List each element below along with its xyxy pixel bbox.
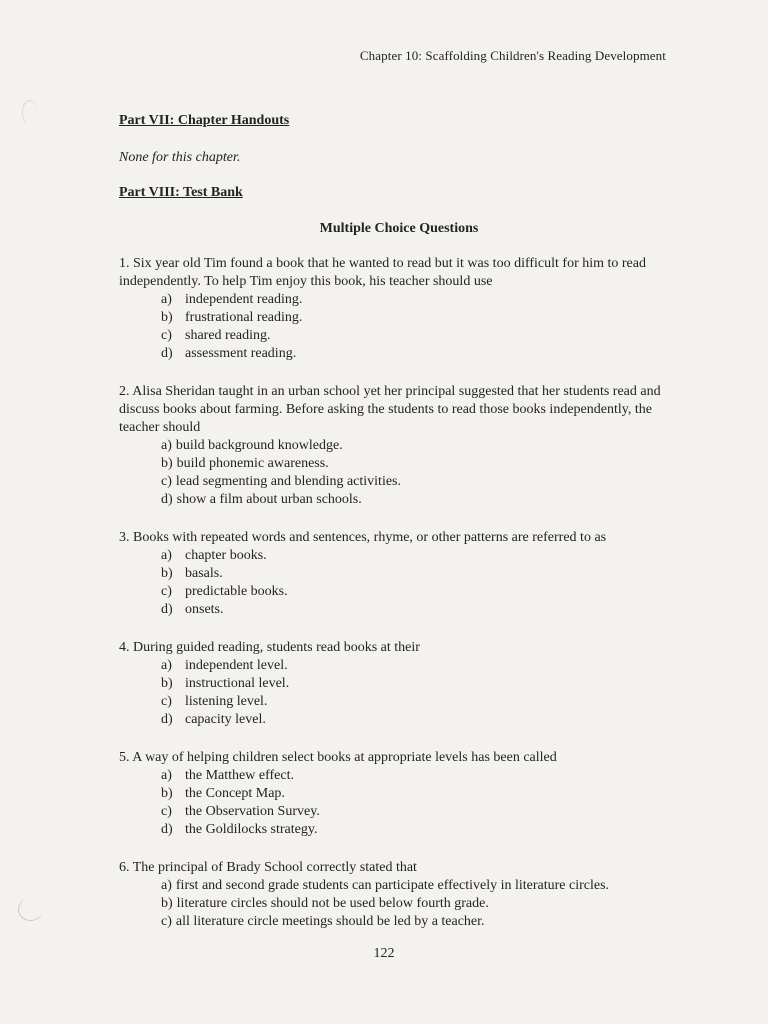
option-text: assessment reading. — [185, 346, 297, 361]
option-text: literature circles should not be used below fourth grade. — [176, 896, 489, 911]
question-stem: 4. During guided reading, students read books at their — [119, 640, 420, 655]
question-6 — [119, 859, 679, 931]
option-list — [119, 657, 679, 729]
option-text: independent reading. — [185, 292, 303, 307]
question-3 — [119, 529, 679, 619]
option-letter: a) — [161, 438, 172, 453]
option-text: build background knowledge. — [175, 438, 343, 453]
page-number: 122 — [373, 946, 395, 961]
option-letter: a) — [161, 768, 172, 783]
option-item — [161, 473, 679, 491]
option-letter: b) — [161, 676, 173, 691]
option-item — [161, 803, 679, 821]
option-item — [161, 785, 679, 803]
option-text: the Goldilocks strategy. — [185, 822, 318, 837]
question-stem: 3. Books with repeated words and sentences, rhyme, or other patterns are referred to as — [119, 530, 607, 545]
option-item — [161, 913, 679, 931]
option-letter: d) — [161, 602, 173, 617]
option-text: capacity level. — [185, 712, 266, 727]
option-text: independent level. — [185, 658, 288, 673]
option-item — [161, 675, 679, 693]
option-item — [161, 711, 679, 729]
question-stem: 5. A way of helping children select books at appropriate levels has been called — [119, 750, 557, 765]
option-item — [161, 693, 679, 711]
mc-heading: Multiple Choice Questions — [319, 221, 479, 236]
option-letter: c) — [161, 694, 172, 709]
option-item — [161, 455, 679, 473]
option-item — [161, 583, 679, 601]
option-text: basals. — [185, 566, 223, 581]
option-letter: b) — [161, 456, 173, 471]
question-5 — [119, 749, 679, 839]
option-letter: d) — [161, 492, 173, 507]
question-4 — [119, 639, 679, 729]
option-item — [161, 821, 679, 839]
option-item — [161, 547, 679, 565]
option-letter: a) — [161, 878, 172, 893]
option-letter: c) — [161, 914, 172, 929]
option-letter: c) — [161, 804, 172, 819]
option-letter: d) — [161, 346, 173, 361]
option-text: all literature circle meetings should be led by a teacher. — [175, 914, 485, 929]
question-2 — [119, 383, 679, 509]
option-text: first and second grade students can participate effectively in literature circles. — [175, 878, 610, 893]
option-letter: b) — [161, 896, 173, 911]
option-text: onsets. — [185, 602, 224, 617]
option-letter: c) — [161, 474, 172, 489]
option-letter: c) — [161, 328, 172, 343]
option-item — [161, 877, 679, 895]
scan-artifact-top — [22, 100, 37, 125]
option-text: lead segmenting and blending activities. — [175, 474, 401, 489]
option-text: chapter books. — [185, 548, 267, 563]
option-list — [119, 767, 679, 839]
option-list — [119, 291, 679, 363]
option-letter: c) — [161, 584, 172, 599]
option-text: show a film about urban schools. — [176, 492, 362, 507]
question-stem: 2. Alisa Sheridan taught in an urban school yet her principal suggested that her students read and discuss books about farming. Before asking the students to read those books independently, the teacher should — [119, 384, 661, 435]
option-letter: b) — [161, 310, 173, 325]
option-item — [161, 565, 679, 583]
handouts-note: None for this chapter. — [119, 150, 241, 165]
option-item — [161, 437, 679, 455]
option-text: the Matthew effect. — [185, 768, 294, 783]
option-text: shared reading. — [185, 328, 271, 343]
option-item — [161, 895, 679, 913]
option-letter: b) — [161, 786, 173, 801]
page-content — [119, 112, 679, 951]
option-letter: a) — [161, 292, 172, 307]
option-item — [161, 309, 679, 327]
option-text: instructional level. — [185, 676, 290, 691]
option-item — [161, 291, 679, 309]
option-item — [161, 767, 679, 785]
option-letter: d) — [161, 712, 173, 727]
option-list — [119, 547, 679, 619]
option-text: the Concept Map. — [185, 786, 285, 801]
option-letter: a) — [161, 658, 172, 673]
running-header: Chapter 10: Scaffolding Children's Reading Development — [359, 48, 666, 63]
option-text: build phonemic awareness. — [176, 456, 329, 471]
handouts-title: Part VII: Chapter Handouts — [119, 113, 290, 128]
option-list — [119, 877, 679, 931]
test-bank-title: Part VIII: Test Bank — [119, 185, 243, 200]
option-text: listening level. — [185, 694, 268, 709]
question-stem: 1. Six year old Tim found a book that he wanted to read but it was too difficult for him to read independently. To help Tim enjoy this book, his teacher should use — [119, 256, 646, 289]
option-item — [161, 491, 679, 509]
scan-artifact-bottom — [18, 898, 43, 921]
option-letter: d) — [161, 822, 173, 837]
option-list — [119, 437, 679, 509]
option-item — [161, 327, 679, 345]
option-text: predictable books. — [185, 584, 288, 599]
option-item — [161, 601, 679, 619]
question-1 — [119, 255, 679, 363]
option-text: frustrational reading. — [185, 310, 303, 325]
option-item — [161, 657, 679, 675]
option-letter: b) — [161, 566, 173, 581]
option-letter: a) — [161, 548, 172, 563]
option-text: the Observation Survey. — [185, 804, 320, 819]
option-item — [161, 345, 679, 363]
question-stem: 6. The principal of Brady School correctly stated that — [119, 860, 417, 875]
